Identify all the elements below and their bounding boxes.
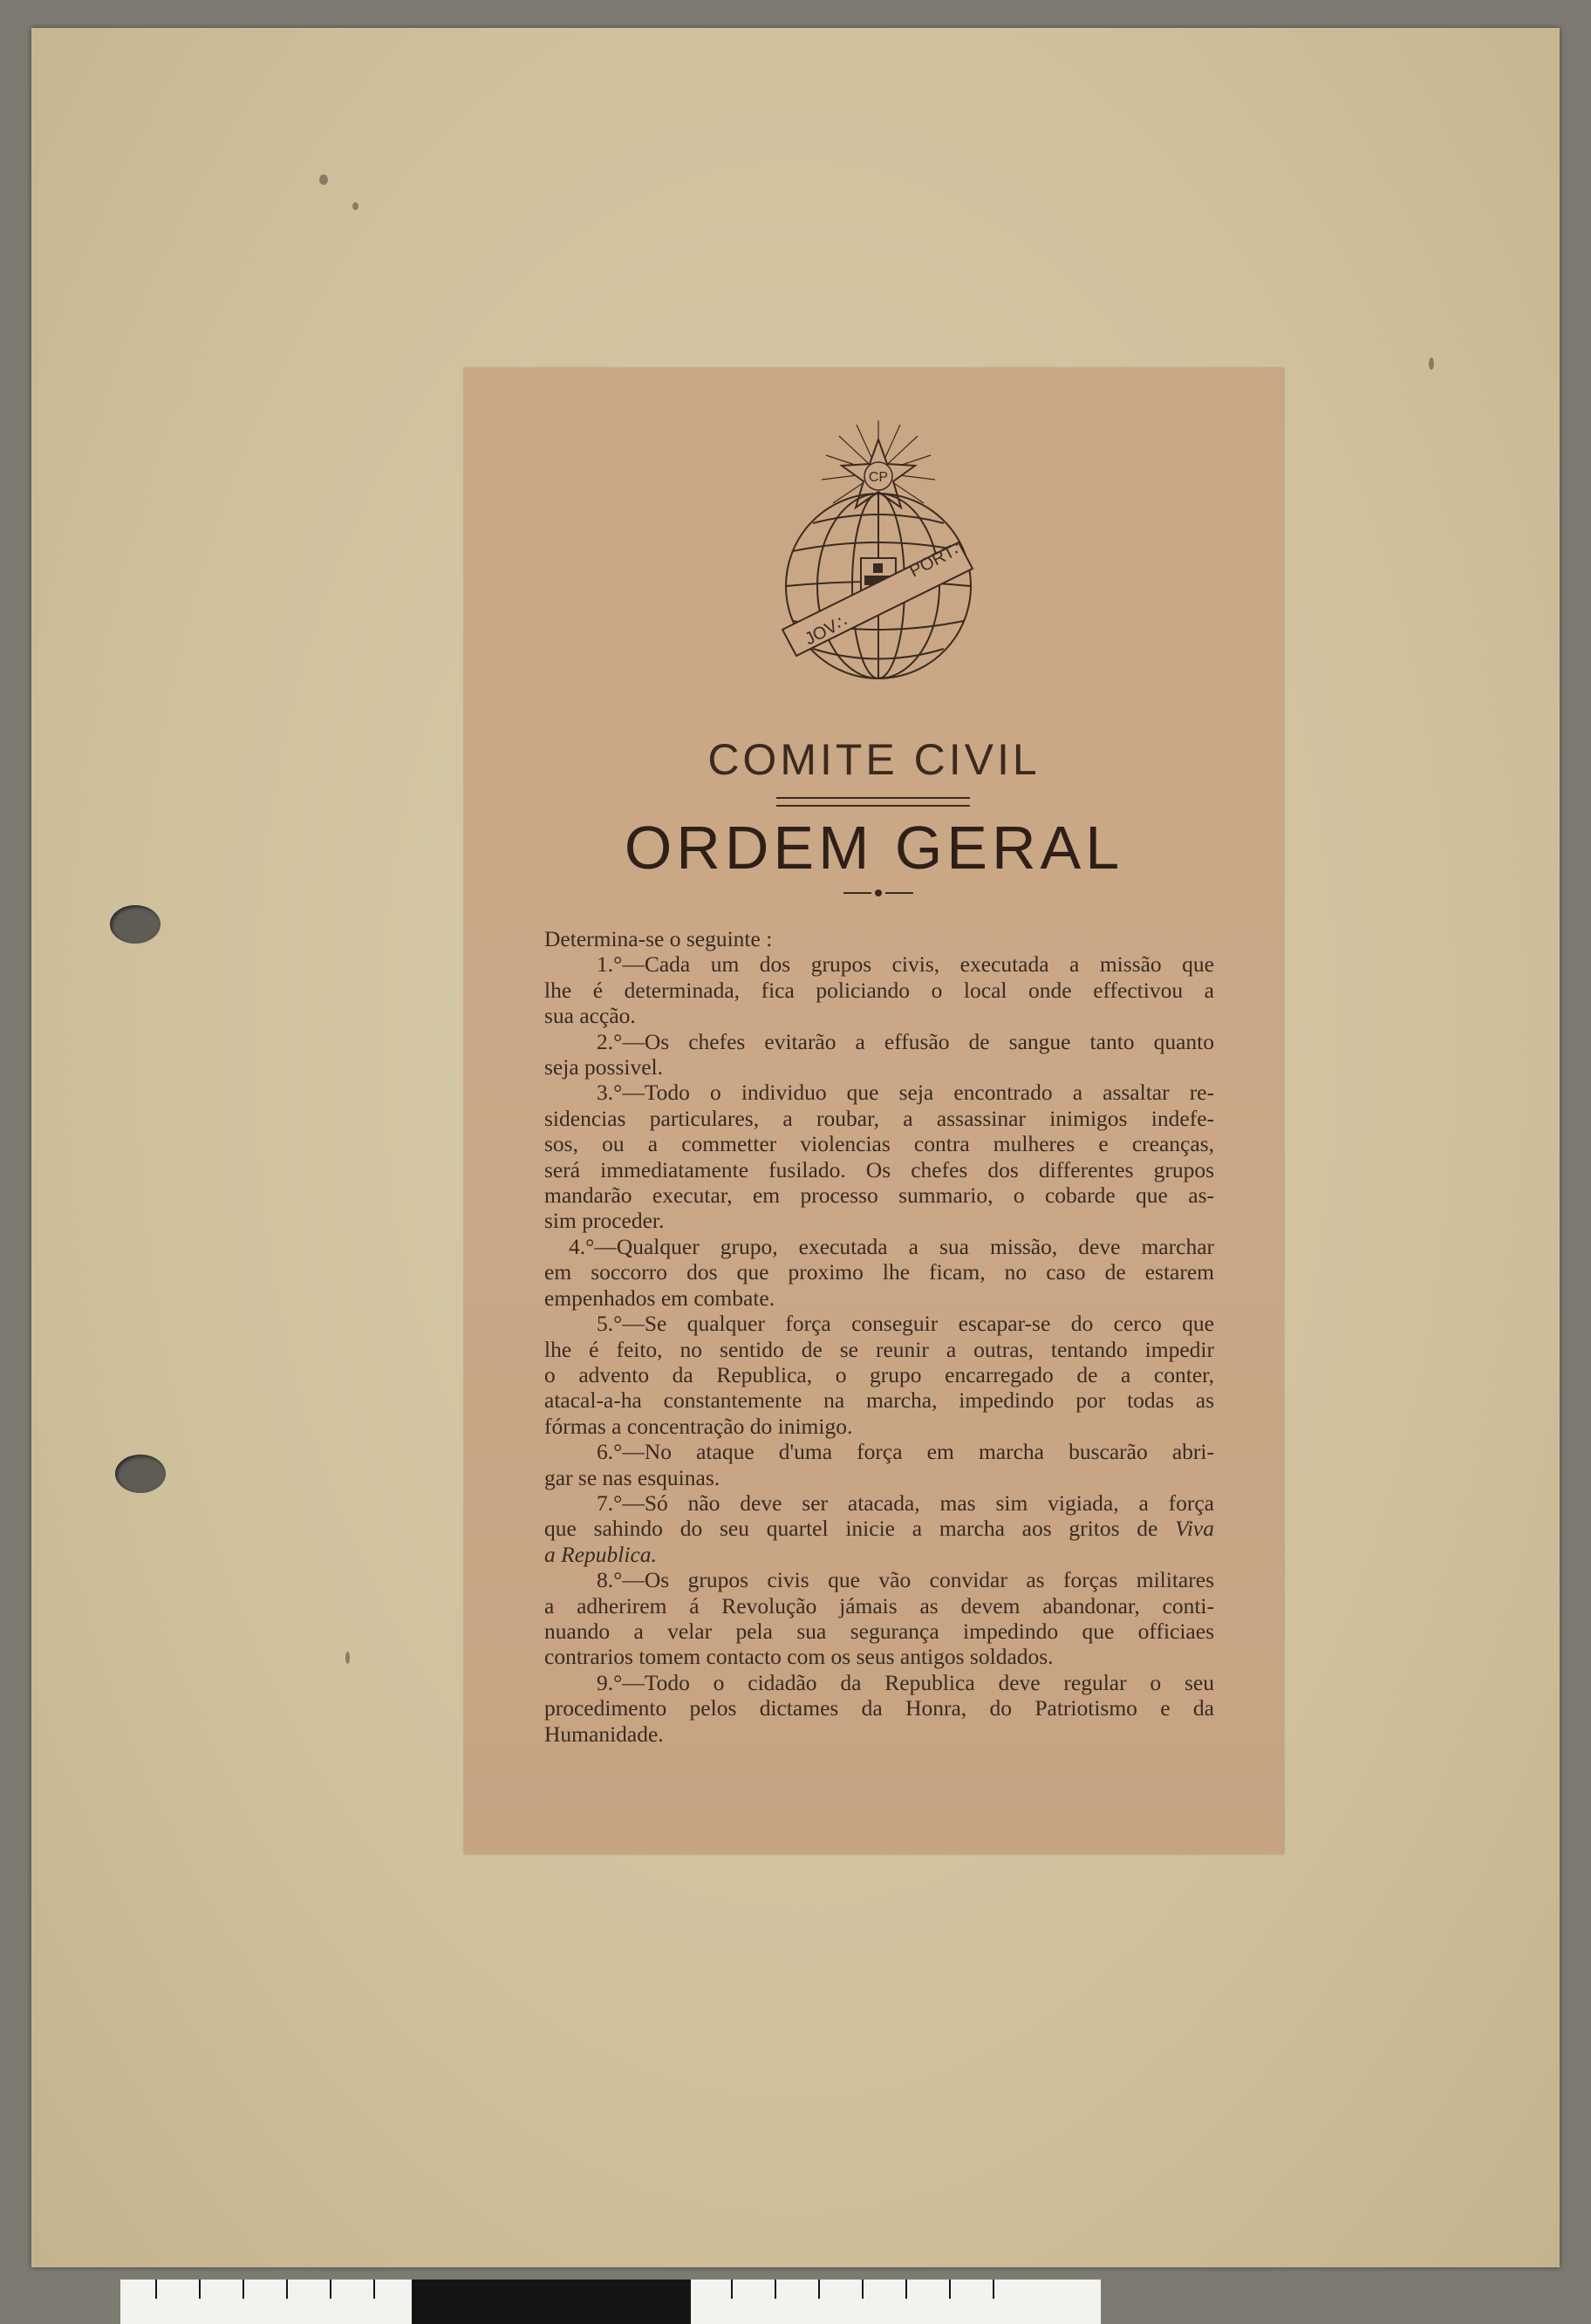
ruler-tick (775, 2280, 776, 2299)
text-line: 5.°—Se qualquer força conseguir escapar-se do cerco que (597, 1311, 1214, 1337)
paper-speck (352, 202, 358, 210)
order-item-9 (544, 1670, 1214, 1747)
order-body (544, 926, 1214, 1747)
text-line: sos, ou a commetter violencias contra mulheres e creanças, (544, 1131, 1214, 1157)
ruler-tick (242, 2280, 244, 2299)
text-line: 9.°—Todo o cidadão da Republica deve regular o seu (597, 1669, 1214, 1695)
punch-hole-upper (110, 905, 160, 944)
ruler-tick (949, 2280, 951, 2299)
text-line: a Republica. (544, 1541, 657, 1567)
text-line: mandarão executar, em processo summario, o cobarde que as- (544, 1182, 1214, 1209)
globe-star-emblem (774, 420, 983, 682)
text-line: seja possivel. (544, 1054, 663, 1080)
ordem-geral-leaflet (464, 368, 1284, 1854)
text-line: sim proceder. (544, 1208, 665, 1234)
ribbon-right-text: PORT∴ (906, 537, 968, 582)
text-line: 7.°—Só não deve ser atacada, mas sim vigiada, a força (597, 1489, 1214, 1516)
text-line: lhe é feito, no sentido de se reunir a outras, tentando impedir (544, 1336, 1214, 1362)
text-line: lhe é determinada, fica policiando o local onde effectivou a (544, 977, 1214, 1003)
text-line: a adherirem á Revolução jámais as devem abandonar, conti- (544, 1592, 1214, 1619)
ribbon-left-text: JOV∴ (802, 611, 851, 650)
ruler-tick (905, 2280, 907, 2299)
title-ornament (843, 888, 913, 898)
intro-line: Determina-se o seguinte : (544, 926, 773, 951)
text-line: 8.°—Os grupos civis que vão convidar as forças militares (597, 1567, 1214, 1593)
ruler-tick (199, 2280, 201, 2299)
text-line-pre: que sahindo do seu quartel inicie a marcha aos gritos de (544, 1516, 1176, 1542)
text-line: 2.°—Os chefes evitarão a effusão de sangue tanto quanto (597, 1028, 1214, 1054)
ruler-tick (993, 2280, 994, 2299)
committee-heading: COMITE CIVIL (707, 735, 1041, 784)
ruler-tick (373, 2280, 375, 2299)
order-item-4 (544, 1234, 1214, 1311)
order-item-1 (544, 951, 1214, 1028)
order-item-5 (544, 1311, 1214, 1439)
text-line: fórmas a concentração do inimigo. (544, 1413, 853, 1439)
text-line: 6.°—No ataque d'uma força em marcha buscarão abri- (597, 1439, 1214, 1465)
text-line: nuando a velar pela sua segurança impedindo que officiaes (544, 1618, 1214, 1644)
ruler-tick (818, 2280, 820, 2299)
text-line: o advento da Republica, o grupo encarregado de a conter, (544, 1361, 1214, 1387)
scale-ruler (120, 2280, 1101, 2324)
text-line: 3.°—Todo o individuo que seja encontrado a assaltar re- (597, 1080, 1214, 1106)
order-item-6 (544, 1439, 1214, 1490)
text-line (544, 1516, 1214, 1541)
text-line-italic: Viva (1175, 1516, 1214, 1542)
ruler-tick (330, 2280, 331, 2299)
emblem-star-text: CP (868, 470, 889, 485)
ruler-tick (862, 2280, 864, 2299)
text-line: sidencias particulares, a roubar, a assassinar inimigos indefe- (544, 1105, 1214, 1131)
text-line: contrarios tomem contacto com os seus antigos soldados. (544, 1644, 1054, 1670)
ruler-tick (155, 2280, 157, 2299)
text-line: gar se nas esquinas. (544, 1464, 720, 1490)
order-item-7 (544, 1490, 1214, 1567)
order-item-2 (544, 1029, 1214, 1080)
text-line: Humanidade. (544, 1721, 664, 1747)
ruler-dark-segment (412, 2280, 691, 2324)
order-item-8 (544, 1567, 1214, 1670)
paper-speck (319, 174, 328, 185)
punch-hole-lower (115, 1455, 166, 1493)
heading-double-rule (776, 797, 970, 807)
text-line: procedimento pelos dictames da Honra, do Patriotismo e da (544, 1695, 1214, 1721)
text-line: 4.°—Qualquer grupo, executada a sua missão, deve marchar (569, 1233, 1214, 1259)
paper-speck (345, 1652, 350, 1664)
text-line: será immediatamente fusilado. Os chefes dos differentes grupos (544, 1156, 1214, 1182)
paper-speck (1429, 358, 1434, 370)
ruler-tick (731, 2280, 733, 2299)
text-line: sua acção. (544, 1003, 636, 1029)
page-title: ORDEM GERAL (624, 814, 1124, 882)
text-line: 1.°—Cada um dos grupos civis, executada a missão que (597, 951, 1214, 978)
ruler-tick (286, 2280, 288, 2299)
text-line: empenhados em combate. (544, 1285, 775, 1311)
text-line: em soccorro dos que proximo lhe ficam, no caso de estarem (544, 1259, 1214, 1285)
text-line: atacal-a-ha constantemente na marcha, impedindo por todas as (544, 1387, 1214, 1414)
order-item-3 (544, 1080, 1214, 1233)
